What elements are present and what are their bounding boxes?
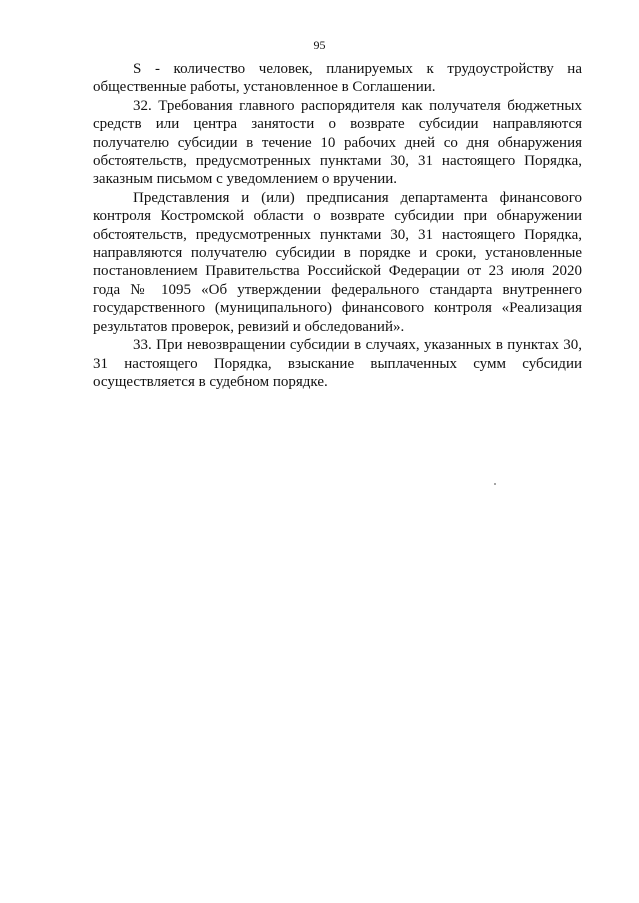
paragraph-32: 32. Требования главного распорядителя как получателя бюджетных средств или центра занятости о возврате субсидии направляются получателю субсидии в течение 10 рабочих дней со дня обнаружения обстоятельств, предусмотренных пунктами 30, 31 настоящего Порядка, заказным письмом с уведомлением о вручении. <box>93 97 582 188</box>
paragraph-s-definition: S - количество человек, планируемых к трудоустройству на общественные работы, установленное в Соглашении. <box>93 61 582 96</box>
paragraph-submissions: Представления и (или) предписания департамента финансового контроля Костромской области о возврате субсидии при обнаружении обстоятельств, предусмотренных пунктами 30, 31 настоящего Порядка, направляются получателю субсидии в порядке и сроки, установленные постановлением Правительства Российской Федерации от 23 июля 2020 года № 1095 «Об утверждении федерального стандарта внутреннего государственного (муниципального) финансового контроля «Реализация результатов проверок, ревизий и обследований». <box>93 189 582 335</box>
scan-speck <box>494 483 496 485</box>
paragraph-33: 33. При невозвращении субсидии в случаях, указанных в пунктах 30, 31 настоящего Порядка, взыскание выплаченных сумм субсидии осуществляется в судебном порядке. <box>93 337 582 390</box>
document-body <box>93 60 582 391</box>
page-number: 95 <box>313 38 326 52</box>
